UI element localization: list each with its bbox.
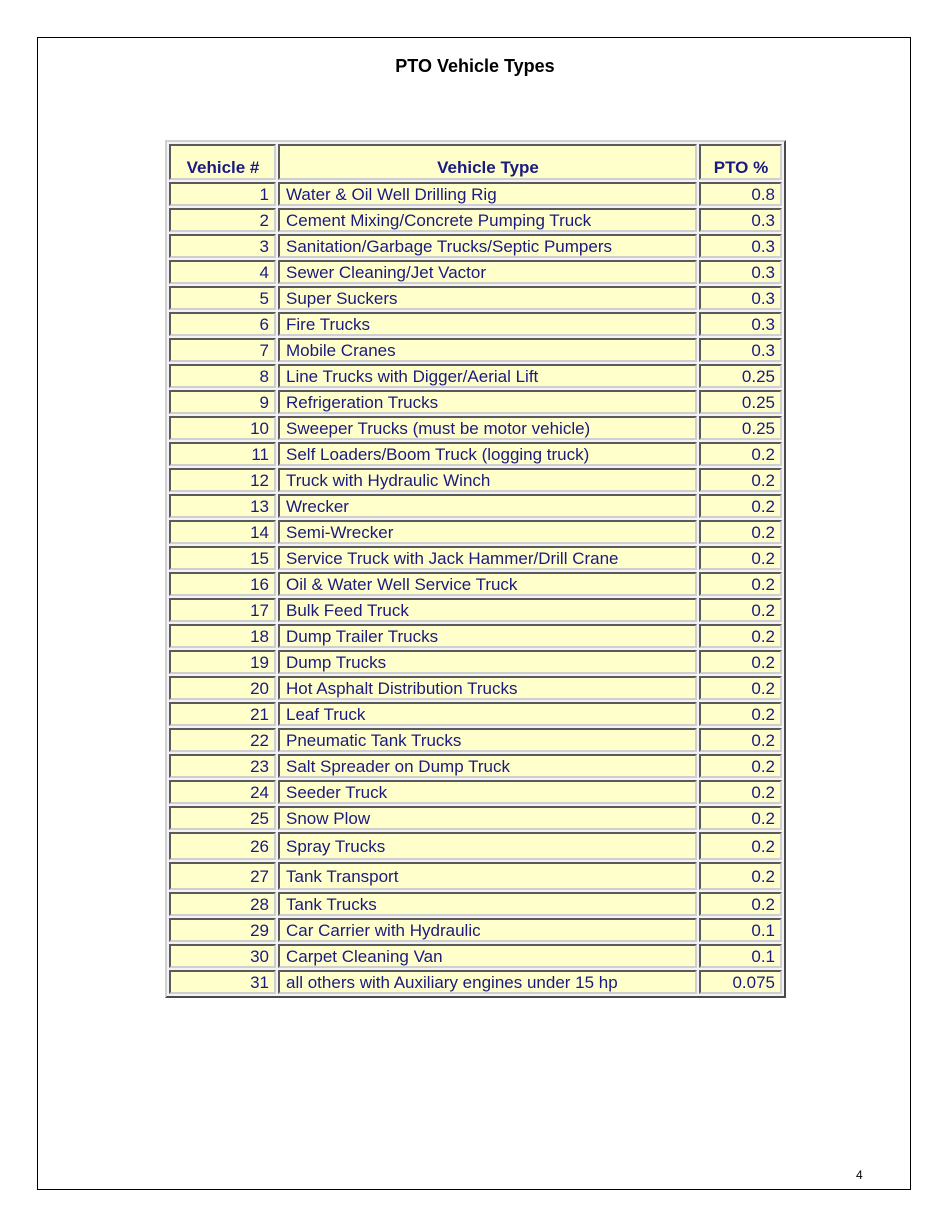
vehicle-type-cell: Mobile Cranes — [278, 338, 697, 362]
vehicle-type-cell: Dump Trucks — [278, 650, 697, 674]
vehicle-type-cell: Sewer Cleaning/Jet Vactor — [278, 260, 697, 284]
pto-percent-cell: 0.2 — [699, 862, 782, 890]
header-pto-percent: PTO % — [699, 144, 782, 180]
table-row — [169, 598, 782, 622]
vehicle-number-cell: 20 — [169, 676, 276, 700]
pto-percent-cell: 0.8 — [699, 182, 782, 206]
vehicle-type-cell: Dump Trailer Trucks — [278, 624, 697, 648]
vehicle-number-cell: 29 — [169, 918, 276, 942]
pto-percent-cell: 0.3 — [699, 312, 782, 336]
table-row — [169, 338, 782, 362]
table-row — [169, 572, 782, 596]
table-row — [169, 260, 782, 284]
pto-percent-cell: 0.3 — [699, 286, 782, 310]
vehicle-type-cell: Sweeper Trucks (must be motor vehicle) — [278, 416, 697, 440]
pto-percent-cell: 0.2 — [699, 520, 782, 544]
vehicle-type-cell: Bulk Feed Truck — [278, 598, 697, 622]
vehicle-type-cell: Service Truck with Jack Hammer/Drill Crane — [278, 546, 697, 570]
pto-percent-cell: 0.3 — [699, 260, 782, 284]
vehicle-type-cell: Tank Trucks — [278, 892, 697, 916]
table-row — [169, 970, 782, 994]
vehicle-number-cell: 28 — [169, 892, 276, 916]
pto-percent-cell: 0.25 — [699, 364, 782, 388]
table-row — [169, 468, 782, 492]
pto-percent-cell: 0.2 — [699, 780, 782, 804]
vehicle-number-cell: 7 — [169, 338, 276, 362]
vehicle-type-cell: Semi-Wrecker — [278, 520, 697, 544]
table-row — [169, 806, 782, 830]
vehicle-table — [165, 140, 786, 998]
vehicle-type-cell: Snow Plow — [278, 806, 697, 830]
vehicle-type-cell: Car Carrier with Hydraulic — [278, 918, 697, 942]
pto-percent-cell: 0.1 — [699, 944, 782, 968]
vehicle-number-cell: 2 — [169, 208, 276, 232]
vehicle-type-cell: Carpet Cleaning Van — [278, 944, 697, 968]
table-row — [169, 676, 782, 700]
pto-percent-cell: 0.2 — [699, 754, 782, 778]
table-row — [169, 624, 782, 648]
vehicle-number-cell: 15 — [169, 546, 276, 570]
pto-percent-cell: 0.2 — [699, 892, 782, 916]
vehicle-number-cell: 13 — [169, 494, 276, 518]
vehicle-number-cell: 9 — [169, 390, 276, 414]
pto-percent-cell: 0.2 — [699, 494, 782, 518]
pto-percent-cell: 0.3 — [699, 338, 782, 362]
table-row — [169, 364, 782, 388]
pto-percent-cell: 0.2 — [699, 624, 782, 648]
vehicle-number-cell: 18 — [169, 624, 276, 648]
table-row — [169, 892, 782, 916]
vehicle-number-cell: 27 — [169, 862, 276, 890]
pto-percent-cell: 0.2 — [699, 546, 782, 570]
vehicle-number-cell: 8 — [169, 364, 276, 388]
table-row — [169, 390, 782, 414]
vehicle-type-cell: Tank Transport — [278, 862, 697, 890]
vehicle-number-cell: 10 — [169, 416, 276, 440]
vehicle-number-cell: 5 — [169, 286, 276, 310]
header-vehicle-type: Vehicle Type — [278, 144, 697, 180]
vehicle-number-cell: 30 — [169, 944, 276, 968]
vehicle-number-cell: 11 — [169, 442, 276, 466]
vehicle-number-cell: 23 — [169, 754, 276, 778]
page-number: 4 — [856, 1168, 863, 1182]
table-row — [169, 208, 782, 232]
page-title: PTO Vehicle Types — [395, 56, 555, 76]
table-row — [169, 442, 782, 466]
pto-percent-cell: 0.3 — [699, 208, 782, 232]
vehicle-type-cell: Truck with Hydraulic Winch — [278, 468, 697, 492]
table-body — [169, 182, 782, 994]
pto-percent-cell: 0.2 — [699, 468, 782, 492]
vehicle-number-cell: 19 — [169, 650, 276, 674]
vehicle-type-cell: Spray Trucks — [278, 832, 697, 860]
table-row — [169, 754, 782, 778]
vehicle-type-cell: all others with Auxiliary engines under 15 hp — [278, 970, 697, 994]
pto-percent-cell: 0.075 — [699, 970, 782, 994]
vehicle-number-cell: 21 — [169, 702, 276, 726]
pto-percent-cell: 0.2 — [699, 572, 782, 596]
table-row — [169, 546, 782, 570]
table-row — [169, 182, 782, 206]
vehicle-type-cell: Salt Spreader on Dump Truck — [278, 754, 697, 778]
vehicle-number-cell: 22 — [169, 728, 276, 752]
vehicle-type-cell: Hot Asphalt Distribution Trucks — [278, 676, 697, 700]
vehicle-number-cell: 6 — [169, 312, 276, 336]
table-header-row — [169, 144, 782, 180]
table-row — [169, 944, 782, 968]
table-row — [169, 286, 782, 310]
table-row — [169, 650, 782, 674]
vehicle-type-cell: Oil & Water Well Service Truck — [278, 572, 697, 596]
table-row — [169, 780, 782, 804]
vehicle-number-cell: 17 — [169, 598, 276, 622]
table-row — [169, 832, 782, 860]
header-vehicle-number: Vehicle # — [169, 144, 276, 180]
table-row — [169, 416, 782, 440]
vehicle-type-cell: Refrigeration Trucks — [278, 390, 697, 414]
pto-percent-cell: 0.2 — [699, 442, 782, 466]
table-row — [169, 312, 782, 336]
pto-percent-cell: 0.2 — [699, 650, 782, 674]
pto-percent-cell: 0.25 — [699, 416, 782, 440]
table-row — [169, 520, 782, 544]
pto-percent-cell: 0.2 — [699, 676, 782, 700]
vehicle-number-cell: 12 — [169, 468, 276, 492]
vehicle-type-cell: Wrecker — [278, 494, 697, 518]
pto-percent-cell: 0.2 — [699, 806, 782, 830]
table-row — [169, 862, 782, 890]
vehicle-number-cell: 26 — [169, 832, 276, 860]
vehicle-type-cell: Line Trucks with Digger/Aerial Lift — [278, 364, 697, 388]
pto-percent-cell: 0.25 — [699, 390, 782, 414]
vehicle-number-cell: 14 — [169, 520, 276, 544]
vehicle-number-cell: 1 — [169, 182, 276, 206]
table-row — [169, 728, 782, 752]
vehicle-type-cell: Pneumatic Tank Trucks — [278, 728, 697, 752]
vehicle-type-cell: Sanitation/Garbage Trucks/Septic Pumpers — [278, 234, 697, 258]
table-row — [169, 234, 782, 258]
vehicle-table-container — [165, 140, 786, 998]
pto-percent-cell: 0.2 — [699, 832, 782, 860]
vehicle-type-cell: Seeder Truck — [278, 780, 697, 804]
table-row — [169, 494, 782, 518]
vehicle-number-cell: 24 — [169, 780, 276, 804]
vehicle-number-cell: 3 — [169, 234, 276, 258]
vehicle-number-cell: 31 — [169, 970, 276, 994]
vehicle-number-cell: 16 — [169, 572, 276, 596]
vehicle-type-cell: Self Loaders/Boom Truck (logging truck) — [278, 442, 697, 466]
vehicle-type-cell: Water & Oil Well Drilling Rig — [278, 182, 697, 206]
table-row — [169, 918, 782, 942]
vehicle-number-cell: 4 — [169, 260, 276, 284]
pto-percent-cell: 0.2 — [699, 728, 782, 752]
pto-percent-cell: 0.3 — [699, 234, 782, 258]
pto-percent-cell: 0.1 — [699, 918, 782, 942]
vehicle-type-cell: Leaf Truck — [278, 702, 697, 726]
vehicle-number-cell: 25 — [169, 806, 276, 830]
pto-percent-cell: 0.2 — [699, 598, 782, 622]
table-row — [169, 702, 782, 726]
vehicle-type-cell: Super Suckers — [278, 286, 697, 310]
vehicle-type-cell: Fire Trucks — [278, 312, 697, 336]
vehicle-type-cell: Cement Mixing/Concrete Pumping Truck — [278, 208, 697, 232]
pto-percent-cell: 0.2 — [699, 702, 782, 726]
